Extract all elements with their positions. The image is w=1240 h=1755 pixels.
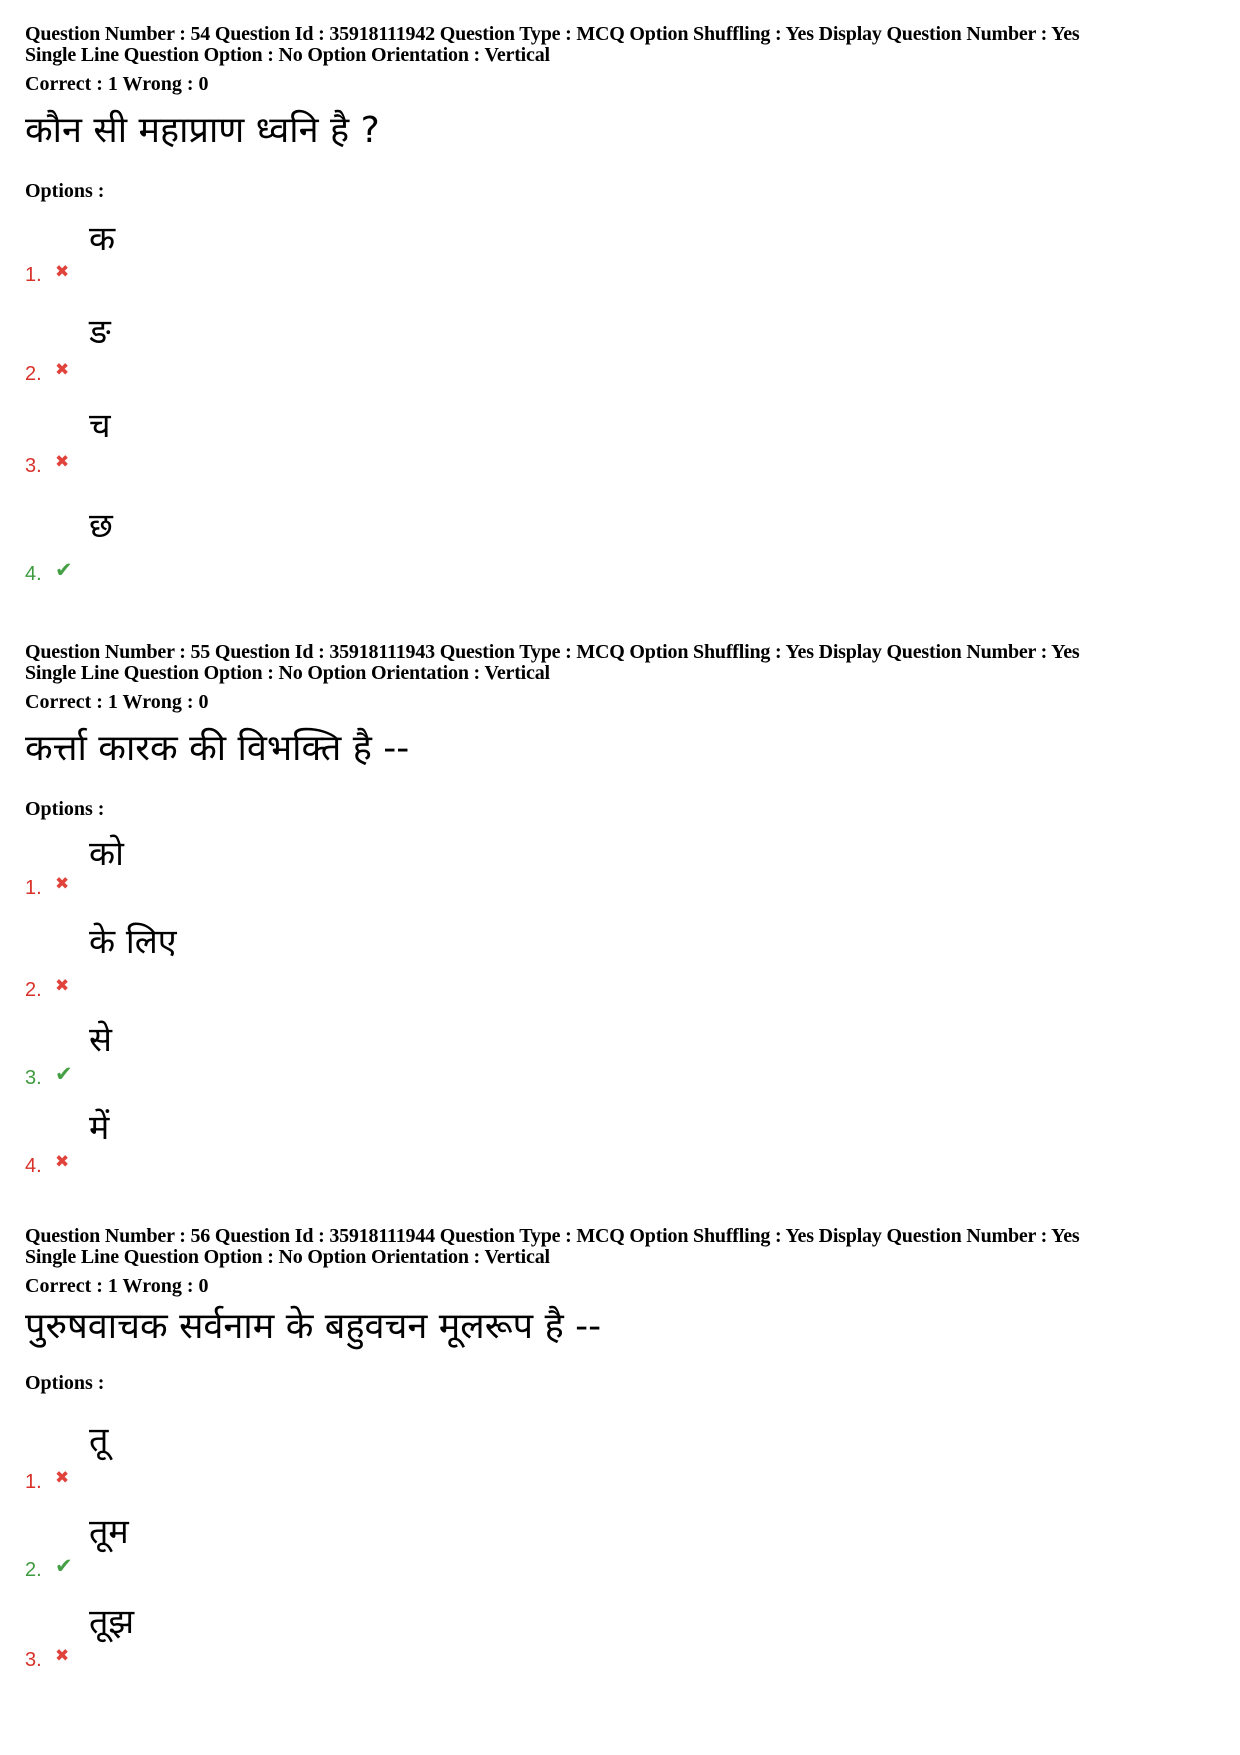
option-text: क: [89, 219, 116, 259]
wrong-mark-icon: ✖: [55, 976, 70, 996]
question-score: Correct : 1 Wrong : 0: [25, 73, 209, 95]
option-1: [25, 219, 425, 286]
options-label: Options :: [25, 798, 105, 820]
option-text: च: [89, 406, 111, 446]
option-2: [25, 922, 425, 1001]
wrong-mark-icon: ✖: [55, 452, 70, 472]
option-text: तू: [89, 1420, 109, 1460]
option-2: [25, 1508, 425, 1581]
option-text: में: [89, 1108, 110, 1148]
option-text: तूझ: [89, 1602, 135, 1642]
option-number: 2.: [25, 1559, 42, 1581]
option-number: 3.: [25, 1067, 42, 1089]
wrong-mark-icon: ✖: [55, 1152, 70, 1172]
option-number: 4.: [25, 563, 42, 585]
question-meta-line1: Question Number : 54 Question Id : 35918111942 Question Type : MCQ Option Shuffling : Yes Display Question Number : Yes: [25, 23, 1080, 45]
question-meta-line2: Single Line Question Option : No Option Orientation : Vertical: [25, 1246, 550, 1268]
question-meta: [25, 24, 1220, 66]
wrong-mark-icon: ✖: [55, 1468, 70, 1488]
option-3: [25, 1020, 425, 1089]
option-text: छ: [89, 506, 113, 546]
wrong-mark-icon: ✖: [55, 360, 70, 380]
option-number: 1.: [25, 264, 42, 286]
option-4: [25, 1108, 425, 1177]
option-text: के लिए: [89, 922, 177, 962]
question-meta-line2: Single Line Question Option : No Option Orientation : Vertical: [25, 662, 550, 684]
question-meta-line1: Question Number : 55 Question Id : 35918111943 Question Type : MCQ Option Shuffling : Yes Display Question Number : Yes: [25, 641, 1080, 663]
option-number: 3.: [25, 455, 42, 477]
option-1: [25, 1412, 425, 1493]
option-number: 2.: [25, 363, 42, 385]
question-text: पुरुषवाचक सर्वनाम के बहुवचन मूलरूप है --: [25, 1306, 602, 1347]
question-56: [25, 1225, 1220, 1671]
question-score: Correct : 1 Wrong : 0: [25, 691, 209, 713]
question-text: कौन सी महाप्राण ध्वनि है ?: [25, 110, 380, 151]
wrong-mark-icon: ✖: [55, 874, 70, 894]
option-number: 3.: [25, 1649, 42, 1671]
option-text: से: [89, 1020, 112, 1060]
option-1: [25, 834, 425, 899]
option-text: को: [89, 834, 124, 874]
options-label: Options :: [25, 1372, 105, 1394]
option-number: 1.: [25, 877, 42, 899]
question-meta: [25, 1226, 1220, 1268]
question-score: Correct : 1 Wrong : 0: [25, 1275, 209, 1297]
option-4: [25, 504, 425, 585]
question-55: [25, 641, 1220, 1177]
wrong-mark-icon: ✖: [55, 1646, 70, 1666]
question-meta-line2: Single Line Question Option : No Option Orientation : Vertical: [25, 44, 550, 66]
option-3: [25, 404, 425, 477]
option-number: 2.: [25, 979, 42, 1001]
question-meta: [25, 642, 1220, 684]
check-mark-icon: ✔: [55, 558, 73, 582]
option-text: तूम: [89, 1512, 129, 1552]
option-number: 4.: [25, 1155, 42, 1177]
option-number: 1.: [25, 1471, 42, 1493]
question-text: कर्त्ता कारक की विभक्ति है --: [25, 728, 410, 769]
option-2: [25, 304, 425, 385]
question-meta-line1: Question Number : 56 Question Id : 35918111944 Question Type : MCQ Option Shuffling : Yes Display Question Number : Yes: [25, 1225, 1080, 1247]
question-54: [25, 23, 1220, 585]
check-mark-icon: ✔: [55, 1554, 73, 1578]
option-text: ङ: [89, 312, 111, 352]
wrong-mark-icon: ✖: [55, 262, 70, 282]
option-3: [25, 1594, 425, 1671]
check-mark-icon: ✔: [55, 1062, 73, 1086]
options-label: Options :: [25, 180, 105, 202]
